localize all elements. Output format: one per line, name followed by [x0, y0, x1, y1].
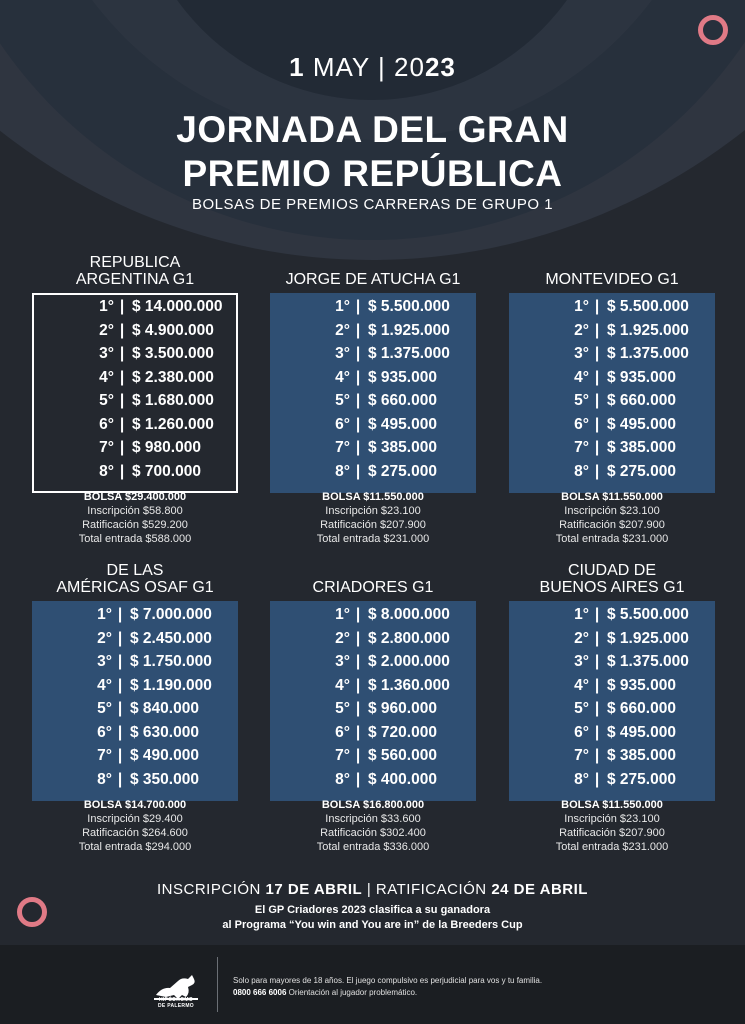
prize-row	[34, 389, 240, 413]
prize-separator: |	[355, 462, 361, 480]
prize-amount: $ 1.680.000	[132, 392, 214, 409]
prize-separator: |	[355, 439, 361, 456]
prize-place: 3°	[335, 345, 350, 362]
prize-place: 1°	[335, 606, 350, 623]
prize-separator: |	[594, 723, 600, 741]
prize-separator: |	[119, 392, 125, 409]
footer	[0, 945, 745, 1024]
prize-amount: $ 2.000.000	[368, 653, 450, 670]
legal-line: Solo para mayores de 18 años. El juego compulsivo es perjudicial para vos y tu familia.	[233, 976, 543, 985]
prize-place: 1°	[574, 606, 589, 623]
race-name-line: DE LAS	[106, 562, 164, 579]
inscripcion-label: INSCRIPCIÓN	[157, 881, 261, 898]
race-totals	[509, 798, 715, 854]
race-name	[270, 271, 476, 288]
prize-row	[34, 436, 240, 460]
prize-amount: $ 660.000	[607, 700, 676, 717]
prize-separator: |	[119, 439, 125, 456]
prize-amount: $ 275.000	[607, 462, 676, 480]
prize-amount: $ 400.000	[368, 770, 437, 788]
prize-amount: $ 490.000	[130, 747, 199, 764]
race-name	[32, 562, 238, 596]
prize-place: 7°	[99, 439, 114, 456]
race-inscripcion: Inscripción $29.400	[87, 813, 183, 825]
race-name-line: JORGE DE ATUCHA G1	[285, 271, 461, 288]
helpline-phone: 0800 666 6006	[233, 988, 287, 997]
prize-row	[509, 768, 715, 792]
prize-amount: $ 495.000	[607, 723, 676, 741]
race-name-line: BUENOS AIRES G1	[539, 579, 685, 596]
prize-place: 2°	[574, 321, 589, 339]
prize-place: 6°	[97, 723, 112, 741]
prize-row	[32, 674, 238, 698]
prize-row	[509, 627, 715, 651]
prize-amount: $ 2.380.000	[132, 368, 214, 386]
race-total-entrada: Total entrada $231.000	[316, 533, 430, 545]
prize-amount: $ 385.000	[607, 439, 676, 456]
inscripcion-date: 17 DE ABRIL	[265, 881, 363, 898]
prize-amount: $ 1.375.000	[607, 653, 689, 670]
prize-place: 8°	[574, 770, 589, 788]
prize-place: 5°	[99, 392, 114, 409]
prize-amount: $ 720.000	[368, 723, 437, 741]
prize-separator: |	[355, 368, 361, 386]
prize-place: 1°	[97, 606, 112, 623]
prize-amount: $ 1.750.000	[130, 653, 212, 670]
prize-place: 7°	[574, 439, 589, 456]
race-name-line: AMÉRICAS OSAF G1	[56, 579, 214, 596]
event-date	[0, 52, 745, 83]
prize-place: 5°	[574, 392, 589, 409]
prize-place: 8°	[99, 462, 114, 480]
decorative-ring-icon	[698, 15, 728, 45]
prize-place: 3°	[335, 653, 350, 670]
prize-row	[270, 744, 476, 768]
prize-separator: |	[119, 415, 125, 433]
prize-place: 4°	[97, 676, 112, 694]
prize-separator: |	[594, 770, 600, 788]
prize-place: 8°	[574, 462, 589, 480]
prize-amount: $ 14.000.000	[132, 298, 223, 315]
prize-amount: $ 700.000	[132, 462, 201, 480]
prize-table	[270, 293, 476, 493]
race-name	[509, 562, 715, 596]
prize-row	[32, 744, 238, 768]
legal-line	[233, 987, 542, 999]
prize-separator: |	[594, 462, 600, 480]
prize-row	[270, 413, 476, 437]
prize-place: 3°	[97, 653, 112, 670]
date-month: MAY	[312, 52, 370, 82]
prize-row	[34, 295, 240, 319]
prize-amount: $ 935.000	[368, 368, 437, 386]
prize-separator: |	[119, 321, 125, 339]
prize-amount: $ 8.000.000	[368, 606, 450, 623]
prize-place: 4°	[99, 368, 114, 386]
prize-amount: $ 1.360.000	[368, 676, 450, 694]
prize-place: 6°	[335, 415, 350, 433]
breeders-cup-note	[0, 903, 745, 933]
prize-row	[509, 366, 715, 390]
helpline-text: Orientación al jugador problemático.	[286, 988, 418, 997]
prize-separator: |	[355, 653, 361, 670]
date-year	[394, 52, 456, 82]
prize-amount: $ 1.375.000	[607, 345, 689, 362]
race-ratificacion: Ratificación $207.900	[559, 519, 665, 531]
race-inscripcion: Inscripción $23.100	[564, 505, 660, 517]
prize-row	[32, 603, 238, 627]
prize-separator: |	[594, 747, 600, 764]
race-ratificacion: Ratificación $207.900	[559, 827, 665, 839]
prize-amount: $ 960.000	[368, 700, 437, 717]
prize-separator: |	[355, 700, 361, 717]
race-ratificacion: Ratificación $207.900	[320, 519, 426, 531]
race-inscripcion: Inscripción $23.100	[564, 813, 660, 825]
prize-row	[34, 342, 240, 366]
prize-place: 7°	[574, 747, 589, 764]
deadlines-separator: |	[366, 881, 372, 898]
race-total-entrada: Total entrada $231.000	[555, 841, 669, 853]
race-total-entrada: Total entrada $294.000	[78, 841, 192, 853]
date-separator: |	[378, 52, 386, 82]
prize-row	[34, 460, 240, 484]
prize-place: 1°	[99, 298, 114, 315]
prize-amount: $ 3.500.000	[132, 345, 214, 362]
prize-row	[509, 389, 715, 413]
prize-separator: |	[119, 462, 125, 480]
prize-row	[34, 319, 240, 343]
prize-row	[509, 342, 715, 366]
prize-amount: $ 5.500.000	[607, 298, 689, 315]
prize-separator: |	[594, 653, 600, 670]
prize-separator: |	[355, 629, 361, 647]
prize-amount: $ 350.000	[130, 770, 199, 788]
page-title	[0, 108, 745, 196]
prize-row	[32, 721, 238, 745]
prize-amount: $ 660.000	[368, 392, 437, 409]
prize-row	[270, 627, 476, 651]
race-inscripcion: Inscripción $23.100	[325, 505, 421, 517]
prize-place: 5°	[97, 700, 112, 717]
prize-place: 2°	[99, 321, 114, 339]
prize-separator: |	[594, 676, 600, 694]
prize-place: 2°	[335, 321, 350, 339]
prize-amount: $ 1.375.000	[368, 345, 450, 362]
race-ratificacion: Ratificación $302.400	[320, 827, 426, 839]
date-day: 1	[289, 52, 305, 82]
race-total-entrada: Total entrada $231.000	[555, 533, 669, 545]
prize-row	[509, 603, 715, 627]
date-year-prefix: 20	[394, 52, 425, 82]
prize-place: 2°	[335, 629, 350, 647]
prize-row	[270, 674, 476, 698]
race-ratificacion: Ratificación $264.600	[82, 827, 188, 839]
prize-separator: |	[117, 747, 123, 764]
prize-row	[509, 319, 715, 343]
race-totals	[509, 490, 715, 546]
prize-amount: $ 495.000	[607, 415, 676, 433]
race-bolsa: BOLSA $11.550.000	[561, 491, 663, 503]
prize-amount: $ 560.000	[368, 747, 437, 764]
prize-amount: $ 5.500.000	[607, 606, 689, 623]
date-year-suffix: 23	[424, 52, 456, 82]
race-inscripcion: Inscripción $58.800	[87, 505, 183, 517]
prize-row	[509, 674, 715, 698]
prize-row	[509, 436, 715, 460]
prize-separator: |	[594, 606, 600, 623]
prize-amount: $ 630.000	[130, 723, 199, 741]
title-line: PREMIO REPÚBLICA	[182, 153, 563, 194]
prize-table	[509, 293, 715, 493]
prize-separator: |	[594, 392, 600, 409]
prize-row	[270, 697, 476, 721]
prize-place: 3°	[574, 345, 589, 362]
race-name-line: MONTEVIDEO G1	[545, 271, 679, 288]
prize-place: 8°	[97, 770, 112, 788]
prize-amount: $ 840.000	[130, 700, 199, 717]
race-bolsa: BOLSA $29.400.000	[83, 491, 187, 503]
prize-row	[34, 413, 240, 437]
prize-separator: |	[594, 415, 600, 433]
footer-divider	[217, 957, 218, 1012]
prize-table	[509, 601, 715, 801]
race-totals	[32, 798, 238, 854]
page-subtitle: BOLSAS DE PREMIOS CARRERAS DE GRUPO 1	[191, 196, 554, 213]
prize-amount: $ 1.925.000	[607, 629, 689, 647]
prize-amount: $ 2.800.000	[368, 629, 450, 647]
prize-table-highlighted	[32, 293, 238, 493]
logo-line: HIPÓDROMO	[158, 997, 194, 1003]
race-total-entrada: Total entrada $336.000	[316, 841, 430, 853]
prize-separator: |	[594, 629, 600, 647]
prize-separator: |	[355, 606, 361, 623]
prize-row	[509, 721, 715, 745]
prize-separator: |	[594, 298, 600, 315]
prize-place: 4°	[335, 676, 350, 694]
prize-amount: $ 385.000	[368, 439, 437, 456]
race-totals	[270, 490, 476, 546]
prize-separator: |	[117, 700, 123, 717]
prize-place: 5°	[574, 700, 589, 717]
prize-amount: $ 7.000.000	[130, 606, 212, 623]
prize-place: 6°	[99, 415, 114, 433]
prize-place: 4°	[335, 368, 350, 386]
prize-row	[270, 603, 476, 627]
prize-amount: $ 2.450.000	[130, 629, 212, 647]
prize-separator: |	[117, 606, 123, 623]
prize-row	[509, 295, 715, 319]
prize-row	[509, 460, 715, 484]
prize-row	[32, 627, 238, 651]
race-name-line: REPUBLICA	[89, 254, 181, 271]
race-bolsa: BOLSA $11.550.000	[322, 491, 424, 503]
prize-place: 2°	[574, 629, 589, 647]
race-ratificacion: Ratificación $529.200	[82, 519, 188, 531]
logo-wordmark	[140, 997, 212, 1009]
prize-separator: |	[355, 747, 361, 764]
prize-row	[509, 697, 715, 721]
prize-separator: |	[119, 368, 125, 386]
deadlines-line	[0, 881, 745, 898]
prize-row	[270, 436, 476, 460]
prize-place: 6°	[574, 415, 589, 433]
prize-place: 4°	[574, 368, 589, 386]
race-name-line: CRIADORES G1	[312, 579, 434, 596]
prize-place: 8°	[335, 462, 350, 480]
race-name	[32, 254, 238, 288]
race-bolsa: BOLSA $11.550.000	[561, 799, 663, 811]
prize-separator: |	[117, 653, 123, 670]
prize-amount: $ 275.000	[368, 462, 437, 480]
prize-place: 3°	[99, 345, 114, 362]
prize-amount: $ 1.925.000	[607, 321, 689, 339]
race-inscripcion: Inscripción $33.600	[325, 813, 421, 825]
prize-place: 4°	[574, 676, 589, 694]
prize-separator: |	[355, 723, 361, 741]
ratificacion-label: RATIFICACIÓN	[375, 881, 487, 898]
prize-place: 1°	[335, 298, 350, 315]
race-totals	[270, 798, 476, 854]
prize-row	[270, 295, 476, 319]
prize-separator: |	[594, 321, 600, 339]
prize-separator: |	[355, 321, 361, 339]
prize-separator: |	[117, 676, 123, 694]
prize-amount: $ 935.000	[607, 368, 676, 386]
prize-amount: $ 935.000	[607, 676, 676, 694]
prize-row	[270, 721, 476, 745]
prize-row	[32, 650, 238, 674]
prize-place: 7°	[335, 439, 350, 456]
logo-line: DE PALERMO	[158, 1003, 194, 1009]
prize-separator: |	[117, 770, 123, 788]
prize-table	[32, 601, 238, 801]
race-name	[270, 579, 476, 596]
race-bolsa: BOLSA $16.800.000	[321, 799, 425, 811]
prize-row	[32, 697, 238, 721]
prize-place: 5°	[335, 700, 350, 717]
prize-amount: $ 5.500.000	[368, 298, 450, 315]
prize-separator: |	[119, 298, 125, 315]
prize-row	[270, 319, 476, 343]
prize-amount: $ 385.000	[607, 747, 676, 764]
prize-place: 6°	[574, 723, 589, 741]
prize-separator: |	[594, 439, 600, 456]
race-total-entrada: Total entrada $588.000	[78, 533, 192, 545]
prize-separator: |	[594, 345, 600, 362]
prize-place: 7°	[97, 747, 112, 764]
prize-place: 2°	[97, 629, 112, 647]
prize-row	[270, 342, 476, 366]
note-line: El GP Criadores 2023 clasifica a su ganadora	[254, 904, 491, 916]
prize-separator: |	[355, 770, 361, 788]
prize-amount: $ 495.000	[368, 415, 437, 433]
prize-separator: |	[355, 345, 361, 362]
prize-amount: $ 4.900.000	[132, 321, 214, 339]
ratificacion-date: 24 DE ABRIL	[491, 881, 588, 898]
prize-separator: |	[594, 700, 600, 717]
prize-row	[270, 768, 476, 792]
note-line: al Programa “You win and You are in” de la Breeders Cup	[222, 919, 523, 931]
prize-row	[270, 366, 476, 390]
prize-row	[270, 460, 476, 484]
prize-row	[509, 413, 715, 437]
prize-amount: $ 1.190.000	[130, 676, 212, 694]
prize-separator: |	[594, 368, 600, 386]
prize-separator: |	[117, 723, 123, 741]
prize-separator: |	[355, 676, 361, 694]
prize-row	[34, 366, 240, 390]
prize-row	[509, 650, 715, 674]
prize-row	[32, 768, 238, 792]
prize-place: 3°	[574, 653, 589, 670]
prize-separator: |	[355, 415, 361, 433]
prize-amount: $ 1.925.000	[368, 321, 450, 339]
prize-place: 6°	[335, 723, 350, 741]
race-name-line: ARGENTINA G1	[75, 271, 195, 288]
title-line: JORNADA DEL GRAN	[176, 109, 569, 150]
prize-row	[509, 744, 715, 768]
prize-place: 8°	[335, 770, 350, 788]
prize-place: 1°	[574, 298, 589, 315]
race-name	[509, 271, 715, 288]
prize-amount: $ 660.000	[607, 392, 676, 409]
prize-separator: |	[355, 298, 361, 315]
prize-separator: |	[355, 392, 361, 409]
prize-separator: |	[117, 629, 123, 647]
prize-amount: $ 1.260.000	[132, 415, 214, 433]
prize-amount: $ 275.000	[607, 770, 676, 788]
prize-row	[270, 389, 476, 413]
race-bolsa: BOLSA $14.700.000	[83, 799, 187, 811]
prize-row	[270, 650, 476, 674]
prize-place: 7°	[335, 747, 350, 764]
legal-disclaimer	[233, 975, 542, 999]
race-name-line: CIUDAD DE	[567, 562, 656, 579]
prize-place: 5°	[335, 392, 350, 409]
prize-table	[270, 601, 476, 801]
race-totals	[32, 490, 238, 546]
prize-amount: $ 980.000	[132, 439, 201, 456]
prize-separator: |	[119, 345, 125, 362]
